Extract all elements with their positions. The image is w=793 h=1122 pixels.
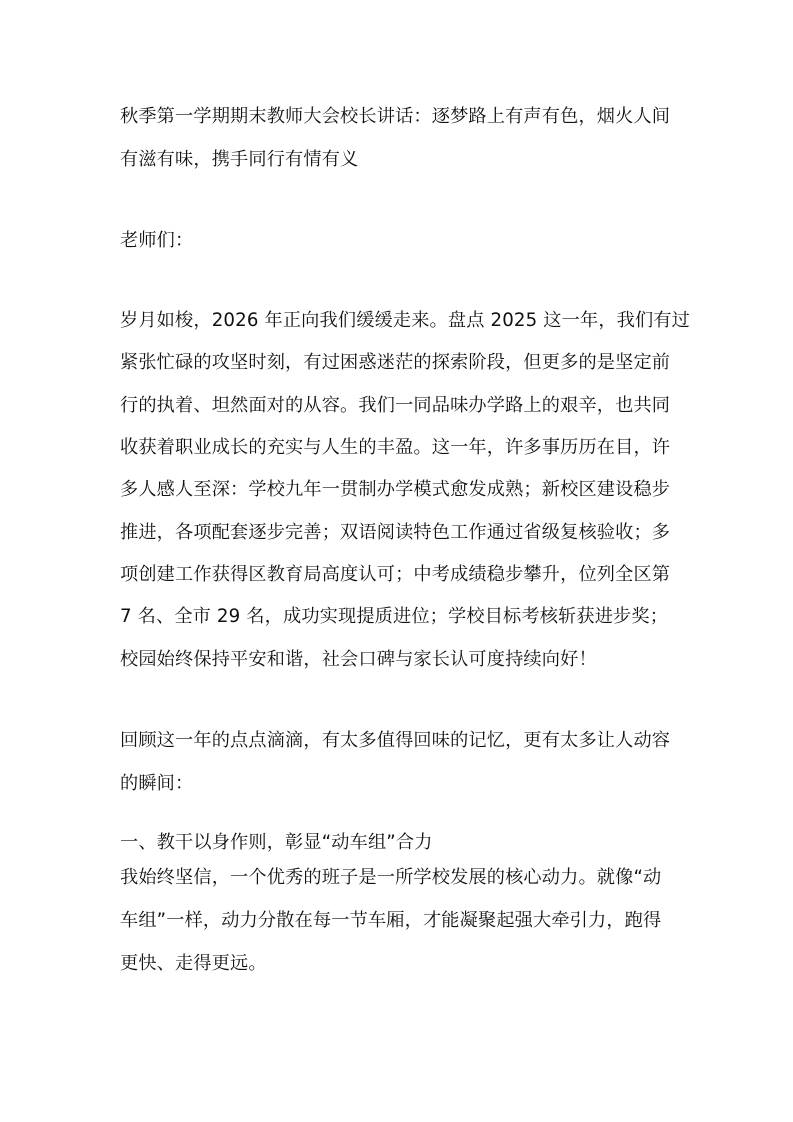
- paragraph-1-line: 岁月如梭，2026 年正向我们缓缓走来。盘点 2025 这一年，我们有过: [120, 310, 691, 331]
- paragraph-1-line: 7 名、全市 29 名，成功实现提质进位；学校目标考核斩获进步奖；: [120, 606, 669, 627]
- paragraph-1-line: 行的执着、坦然面对的从容。我们一同品味办学路上的艰辛，也共同: [120, 395, 671, 416]
- paragraph-1-line: 校园始终保持平安和谐，社会口碑与家长认可度持续向好！: [120, 649, 597, 670]
- salutation: 老师们：: [120, 230, 194, 251]
- paragraph-1-line: 推进，各项配套逐步完善；双语阅读特色工作通过省级复核验收；多: [120, 522, 671, 543]
- paragraph-1-line: 项创建工作获得区教育局高度认可；中考成绩稳步攀升，位列全区第: [120, 564, 671, 585]
- paragraph-2-line: 的瞬间：: [120, 773, 194, 794]
- paragraph-1-line: 多人感人至深：学校九年一贯制办学模式愈发成熟；新校区建设稳步: [120, 479, 671, 500]
- section-1-line: 我始终坚信，一个优秀的班子是一所学校发展的核心动力。就像“动: [120, 867, 662, 888]
- section-1-heading: 一、教干以身作则，彰显“动车组”合力: [120, 832, 433, 853]
- section-1-line: 车组”一样，动力分散在每一节车厢，才能凝聚起强大牵引力，跑得: [120, 910, 662, 931]
- paragraph-2-line: 回顾这一年的点点滴滴，有太多值得回味的记忆，更有太多让人动容: [120, 730, 671, 751]
- document-title-line-2: 有滋有味，携手同行有情有义: [120, 149, 359, 170]
- section-1-line: 更快、走得更远。: [120, 953, 267, 974]
- paragraph-1-line: 紧张忙碌的攻坚时刻，有过困惑迷茫的探索阶段，但更多的是坚定前: [120, 352, 671, 373]
- document-title-line-1: 秋季第一学期期末教师大会校长讲话：逐梦路上有声有色，烟火人间: [120, 106, 671, 127]
- paragraph-1-line: 收获着职业成长的充实与人生的丰盈。这一年，许多事历历在目，许: [120, 437, 671, 458]
